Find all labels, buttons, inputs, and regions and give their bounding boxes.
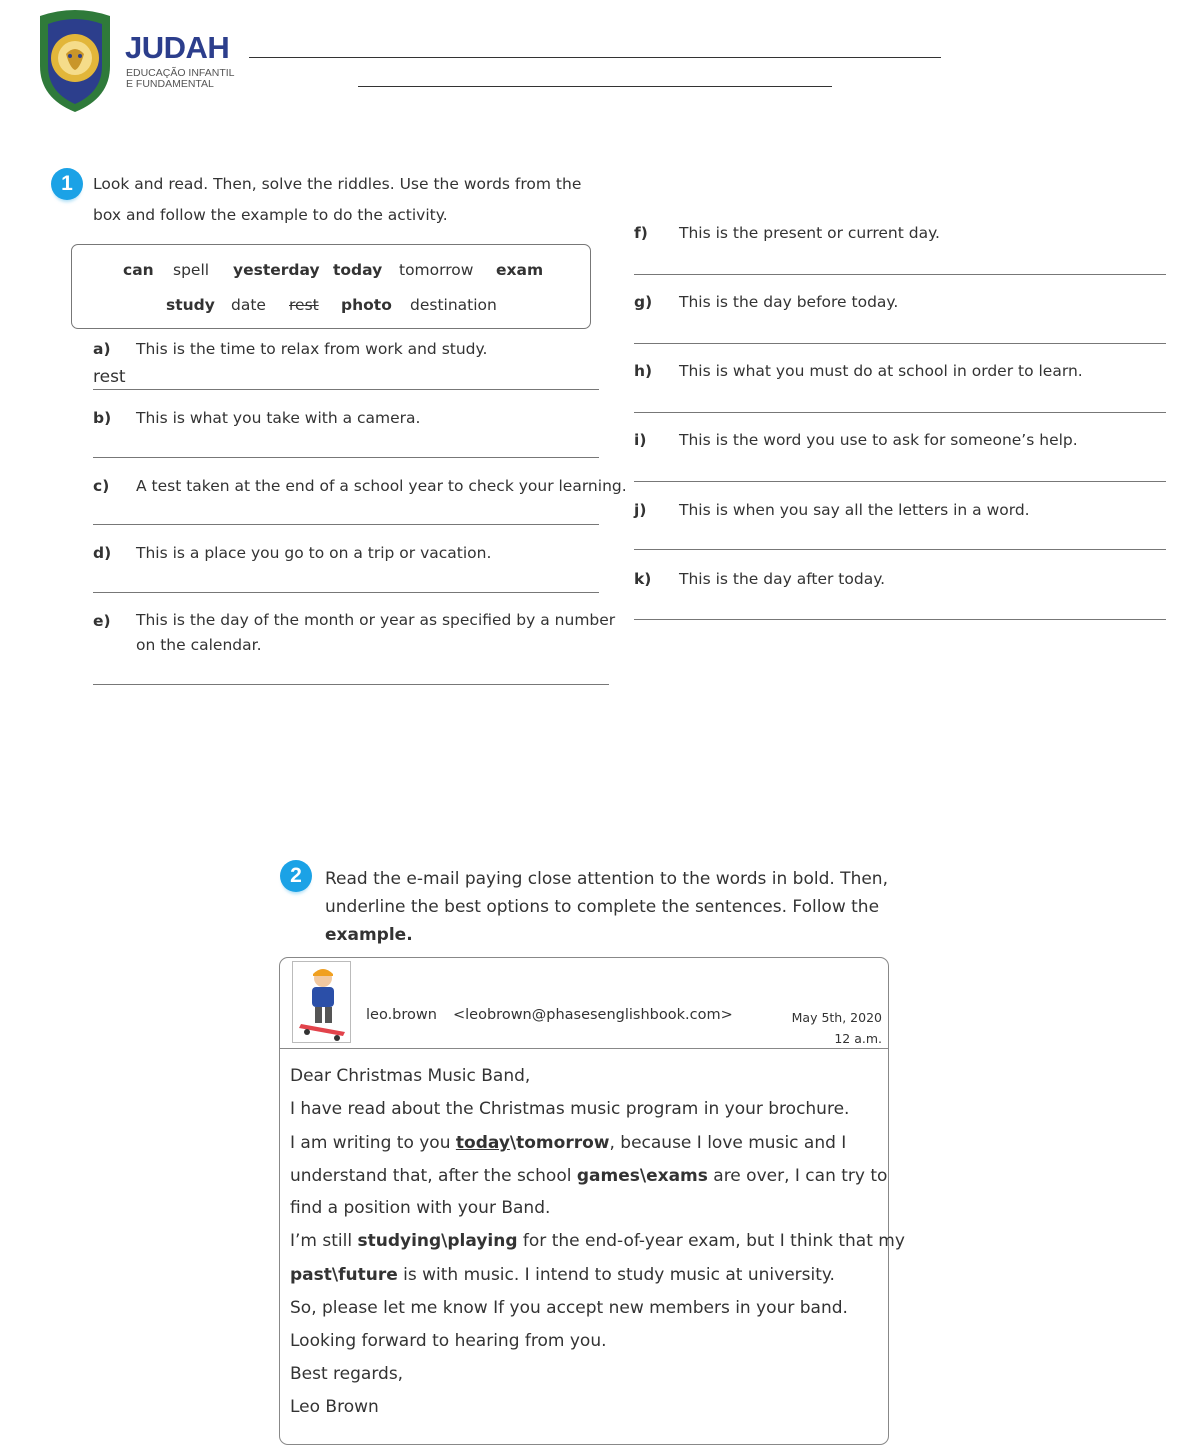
school-subtitle <box>126 68 235 90</box>
email-time: 12 a.m. <box>834 1031 882 1046</box>
word-photo: photo <box>341 296 392 314</box>
answer-line-h[interactable] <box>634 412 1166 413</box>
question-d-letter: d) <box>93 544 112 562</box>
exercise-2-instruction <box>325 865 888 949</box>
email-address: <leobrown@phasesenglishbook.com> <box>453 1007 733 1023</box>
word-can: can <box>123 261 154 279</box>
email-line-5-post: for the end-of-year exam, but I think that my <box>517 1231 905 1251</box>
word-rest-crossed: rest <box>289 296 319 314</box>
word-yesterday: yesterday <box>233 261 320 279</box>
email-line-7: So, please let me know If you accept new members in your band. <box>290 1298 848 1318</box>
email-line-2 <box>290 1133 846 1153</box>
email-sender: leo.brown <box>366 1007 437 1023</box>
option-games-exams[interactable]: games\exams <box>576 1166 708 1186</box>
word-spell: spell <box>173 261 210 279</box>
class-field-line[interactable] <box>358 86 832 87</box>
school-name: JUDAH <box>125 30 230 65</box>
email-line-5-pre: I’m still <box>290 1231 358 1251</box>
option-today-underlined[interactable]: today <box>455 1133 510 1153</box>
question-c-text: A test taken at the end of a school year to check your learning. <box>136 477 627 495</box>
question-a-answer[interactable]: rest <box>93 367 126 387</box>
question-f-letter: f) <box>634 224 648 242</box>
email-line-3-pre: understand that, after the school <box>290 1166 577 1186</box>
email-line-1: I have read about the Christmas music program in your brochure. <box>290 1099 850 1119</box>
exercise-1-instruction <box>93 169 581 231</box>
email-line-2-pre: I am writing to you <box>290 1133 456 1153</box>
answer-line-e[interactable] <box>93 684 609 685</box>
email-line-3 <box>290 1166 887 1186</box>
email-line-6 <box>290 1265 835 1285</box>
question-j-letter: j) <box>634 501 647 519</box>
exercise-2-instruction-line3: example. <box>325 925 413 945</box>
word-exam: exam <box>496 261 544 279</box>
email-line-6-post: is with music. I intend to study music at university. <box>397 1265 835 1285</box>
question-g-text: This is the day before today. <box>679 293 899 311</box>
exercise-1-badge: 1 <box>51 168 83 200</box>
school-logo <box>34 6 116 114</box>
question-a-text: This is the time to relax from work and study. <box>136 340 488 358</box>
answer-line-f[interactable] <box>634 274 1166 275</box>
answer-line-b[interactable] <box>93 457 599 458</box>
question-j-text: This is when you say all the letters in a word. <box>679 501 1030 519</box>
email-line-5 <box>290 1231 905 1251</box>
email-line-2-post: , because I love music and I <box>609 1133 847 1153</box>
option-studying-playing[interactable]: studying\playing <box>357 1231 518 1251</box>
answer-line-c[interactable] <box>93 524 599 525</box>
question-g-letter: g) <box>634 293 653 311</box>
name-field-line[interactable] <box>249 57 941 58</box>
email-line-3-post: are over, I can try to <box>707 1166 888 1186</box>
word-box <box>71 244 591 329</box>
word-tomorrow: tomorrow <box>399 261 474 279</box>
question-i-text: This is the word you use to ask for someone’s help. <box>679 431 1078 449</box>
question-k-letter: k) <box>634 570 652 588</box>
school-subtitle-line1: EDUCAÇÃO INFANTIL <box>126 67 235 79</box>
answer-line-j[interactable] <box>634 549 1166 550</box>
question-a-letter: a) <box>93 340 111 358</box>
question-f-text: This is the present or current day. <box>679 224 940 242</box>
answer-line-g[interactable] <box>634 343 1166 344</box>
option-tomorrow[interactable]: \tomorrow <box>509 1133 610 1153</box>
question-i-letter: i) <box>634 431 647 449</box>
question-h-text: This is what you must do at school in order to learn. <box>679 362 1083 380</box>
answer-line-k[interactable] <box>634 619 1166 620</box>
exercise-2-instruction-line1: Read the e-mail paying close attention to the words in bold. Then, <box>325 869 888 889</box>
exercise-1-instruction-line1: Look and read. Then, solve the riddles. Use the words from the <box>93 175 582 193</box>
email-line-4: find a position with your Band. <box>290 1198 551 1218</box>
sender-avatar <box>292 961 351 1043</box>
email-header-divider <box>279 1048 888 1049</box>
word-study: study <box>166 296 215 314</box>
email-date: May 5th, 2020 <box>791 1010 882 1025</box>
question-e-text <box>136 608 615 658</box>
email-signature: Leo Brown <box>290 1397 379 1417</box>
question-h-letter: h) <box>634 362 653 380</box>
exercise-2-instruction-line2: underline the best options to complete the sentences. Follow the <box>325 897 880 917</box>
question-c-letter: c) <box>93 477 110 495</box>
exercise-1-instruction-line2: box and follow the example to do the activity. <box>93 206 448 224</box>
question-k-text: This is the day after today. <box>679 570 886 588</box>
question-b-text: This is what you take with a camera. <box>136 409 421 427</box>
question-e-text-line2: on the calendar. <box>136 636 262 654</box>
word-today: today <box>333 261 383 279</box>
school-subtitle-line2: E FUNDAMENTAL <box>126 78 214 90</box>
answer-line-i[interactable] <box>634 481 1166 482</box>
word-date: date <box>231 296 266 314</box>
exercise-2-badge: 2 <box>280 860 312 892</box>
option-past-future[interactable]: past\future <box>290 1265 398 1285</box>
word-destination: destination <box>410 296 497 314</box>
answer-line-a[interactable] <box>93 389 599 390</box>
email-line-8: Looking forward to hearing from you. <box>290 1331 607 1351</box>
email-greeting: Dear Christmas Music Band, <box>290 1066 531 1086</box>
question-d-text: This is a place you go to on a trip or vacation. <box>136 544 492 562</box>
email-closing: Best regards, <box>290 1364 404 1384</box>
answer-line-d[interactable] <box>93 592 599 593</box>
question-e-letter: e) <box>93 612 111 630</box>
question-e-text-line1: This is the day of the month or year as specified by a number <box>136 611 616 629</box>
question-b-letter: b) <box>93 409 112 427</box>
